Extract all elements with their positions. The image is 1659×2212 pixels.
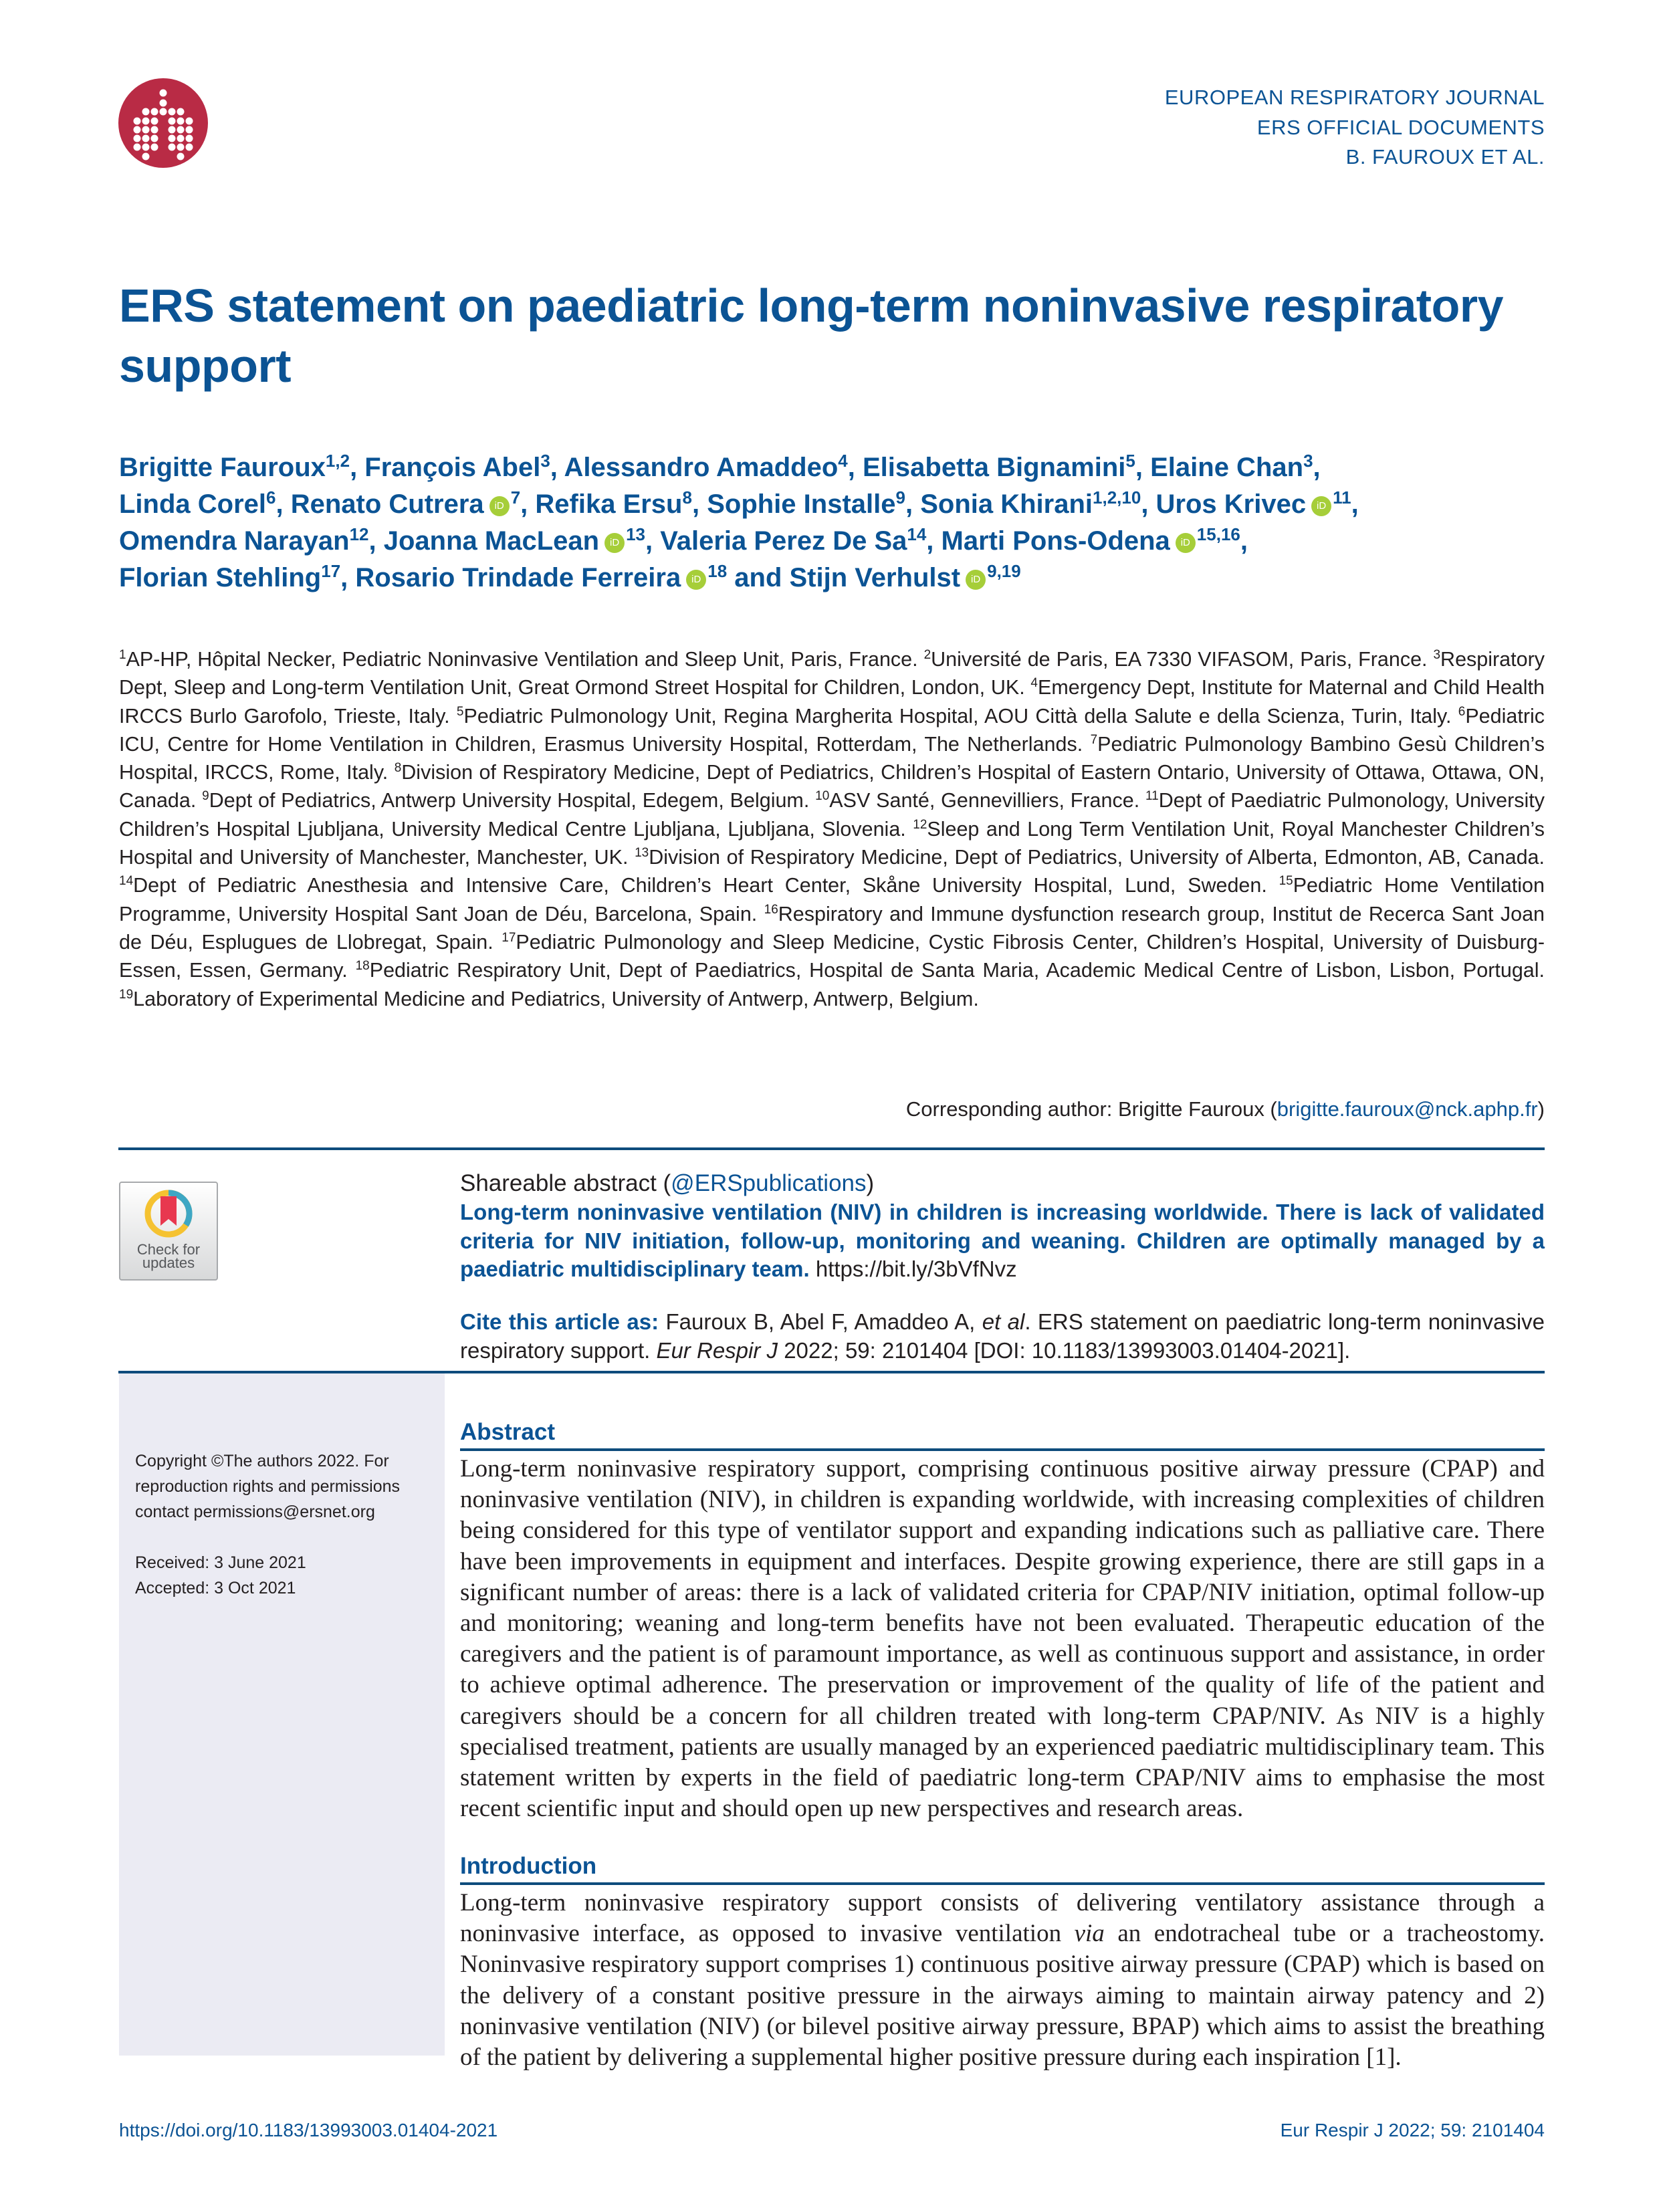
footer-doi-link[interactable]: https://doi.org/10.1183/13993003.01404-2021 bbox=[119, 2120, 498, 2140]
short-link[interactable]: https://bit.ly/3bVfNvz bbox=[815, 1256, 1017, 1281]
author-name: Sophie Installe bbox=[707, 489, 896, 519]
affiliation bbox=[635, 846, 1545, 869]
affiliation-text: Laboratory of Experimental Medicine and Pediatrics, University of Antwerp, Antwerp, Belgium. bbox=[133, 987, 979, 1010]
affiliation-text: Sleep and Long Term Ventilation Unit, Royal Manchester Children’s Hospital and University of Manchester, Manchester, UK. bbox=[119, 817, 1545, 869]
affiliation-number: 9 bbox=[202, 789, 209, 804]
author-name: François Abel bbox=[364, 453, 541, 482]
cite-authors: Fauroux B, Abel F, Amaddeo A, bbox=[665, 1309, 976, 1334]
abstract-text: Long-term noninvasive respiratory support, comprising continuous positive airway pressure (CPAP) and noninvasive ventilation (NIV), in children is expanding worldwide, with increasing complexities of children being considered for this type of ventilator support and expanding indications such as palliative care. There have been improvements in equipment and interfaces. Despite growing experience, there are still gaps in a significant number of areas: there is a lack of validated criteria for CPAP/NIV initiation, optimal follow-up and monitoring; weaning and long-term benefits have not been evaluated. Therapeutic education of the caregivers and the patient is of paramount importance, as well as continuous support and assistance, in order to achieve optimal adherence. The preservation or improvement of the quality of life of the patient and caregivers should be a concern for all children treated with long-term CPAP/NIV. As NIV is a highly specialised treatment, patients are usually managed by an experienced paediatric multidisciplinary team. This statement written by experts in the field of paediatric long-term CPAP/NIV aims to emphasise the most recent scientific input and should open up new perspectives and research areas. bbox=[460, 1455, 1545, 1823]
affiliation-text: Pediatric Pulmonology and Sleep Medicine, Cystic Fibrosis Center, Children’s Hospital, University of Duisburg-Essen, Essen, Germany. bbox=[119, 930, 1545, 982]
affiliation-number: 3 bbox=[1433, 648, 1441, 662]
copyright-note: Copyright ©The authors 2022. For reproduction rights and permissions contact permissions@ersnet.org bbox=[135, 1452, 401, 1521]
corresponding-email-link[interactable]: brigitte.fauroux@nck.aphp.fr bbox=[1277, 1097, 1538, 1121]
author bbox=[564, 453, 848, 482]
author-affiliation-ref: 1,2 bbox=[325, 451, 350, 471]
affiliation-text: Respiratory Dept, Sleep and Long-term Ventilation Unit, Great Ormond Street Hospital for Children, London, UK. bbox=[119, 648, 1545, 699]
orcid-icon[interactable]: iD bbox=[604, 533, 625, 553]
abstract-section bbox=[460, 1418, 1545, 1824]
orcid-icon[interactable]: iD bbox=[1176, 533, 1196, 553]
affiliation-text: Pediatric Home Ventilation Programme, University Hospital Sant Joan de Déu, Barcelona, Spain. bbox=[119, 874, 1545, 925]
author-affiliation-ref: 1,2,10 bbox=[1093, 487, 1141, 508]
abstract-heading: Abstract bbox=[460, 1419, 555, 1445]
author bbox=[119, 563, 340, 592]
author bbox=[384, 526, 645, 556]
author bbox=[119, 526, 369, 556]
affiliation-number: 6 bbox=[1458, 704, 1466, 719]
affiliation-number: 12 bbox=[913, 817, 927, 832]
ers-publications-link[interactable]: @ERSpublications bbox=[671, 1170, 867, 1196]
journal-name: EUROPEAN RESPIRATORY JOURNAL bbox=[1164, 86, 1545, 109]
affiliation-text: Respiratory and Immune dysfunction research group, Institut de Recerca Sant Joan de Déu, Esplugues de Llobregat, Spain. bbox=[119, 902, 1545, 954]
author-affiliation-ref: 4 bbox=[838, 451, 848, 471]
author-name: Alessandro Amaddeo bbox=[564, 453, 839, 482]
orcid-icon[interactable]: iD bbox=[489, 496, 510, 516]
author-affiliation-ref: 13 bbox=[626, 524, 645, 544]
affiliation-number: 14 bbox=[119, 874, 134, 889]
affiliation-number: 16 bbox=[764, 902, 778, 917]
author-affiliation-ref: 11 bbox=[1333, 487, 1351, 508]
bookmark-ring-icon bbox=[142, 1187, 195, 1240]
author bbox=[920, 489, 1141, 519]
orcid-icon[interactable]: iD bbox=[686, 570, 706, 590]
corresponding-author bbox=[906, 1095, 1545, 1123]
abstract-underline bbox=[460, 1448, 1545, 1451]
check-for-updates-button[interactable] bbox=[119, 1182, 218, 1281]
cite-details: 2022; 59: 2101404 [DOI: 10.1183/13993003.01404-2021]. bbox=[784, 1338, 1351, 1363]
affiliation-number: 10 bbox=[815, 789, 830, 804]
lungs-logo-icon bbox=[118, 78, 208, 168]
author bbox=[863, 453, 1135, 482]
corresponding-label: Corresponding author: Brigitte Fauroux ( bbox=[905, 1097, 1277, 1121]
author-affiliation-ref: 6 bbox=[266, 487, 276, 508]
shareable-label: Shareable abstract ( bbox=[460, 1170, 671, 1196]
affiliation-number: 19 bbox=[119, 987, 134, 1002]
journal-header bbox=[1165, 83, 1545, 173]
affiliation-text: Emergency Dept, Institute for Maternal and Child Health IRCCS Burlo Garofolo, Trieste, Italy. bbox=[119, 676, 1545, 728]
affiliation-number: 8 bbox=[394, 761, 402, 776]
cite-title: . ERS statement on paediatric long-term noninvasive respiratory support. bbox=[460, 1309, 1545, 1363]
cite-journal: Eur Respir J bbox=[656, 1338, 778, 1363]
author bbox=[707, 489, 905, 519]
badge-line-1: Check for bbox=[136, 1241, 201, 1258]
shareable-heading bbox=[460, 1169, 1545, 1198]
affiliation-text: Division of Respiratory Medicine, Dept of Pediatrics, University of Alberta, Edmonton, AB, Canada. bbox=[649, 846, 1545, 869]
affiliation-number: 1 bbox=[119, 648, 126, 662]
affiliation-text: Pediatric ICU, Centre for Home Ventilation in Children, Erasmus University Hospital, Rotterdam, The Netherlands. bbox=[119, 704, 1545, 756]
author-name: Valeria Perez De Sa bbox=[660, 526, 907, 556]
author-name: Marti Pons-Odena bbox=[941, 526, 1170, 556]
author-affiliation-ref: 5 bbox=[1125, 451, 1135, 471]
author bbox=[1150, 453, 1313, 482]
intro-italic: via bbox=[1074, 1920, 1105, 1948]
divider-top bbox=[118, 1147, 1545, 1150]
author-list: Brigitte Fauroux$^{1,2}$, François Abel$^3$, Alessandro Amaddeo$^4$, Elisabetta Bignamini$^5$, Elaine Chan$^3$, Linda Corel$^6$, Renato Cutrera iD $^7$, Refika Ersu$^8$, Sophie Installe$^9$, Sonia Khirani$^{1,2,10}$, Uros Krivec iD $^{11}$, Omendra Narayan$^{12}$, Joanna MacLean iD $^{13}$, Valeria Perez De Sa$^{14}$, Marti Pons-Odena iD $^{15,16}$, Florian Stehling$^{17}$, Rosario Trindade Ferreira iD $^{18}$ and Stijn Verhulst iD $^{9,19}$ bbox=[119, 451, 1359, 592]
article-title: ERS statement on paediatric long-term noninvasive respiratory support bbox=[119, 280, 1504, 392]
section-name: ERS OFFICIAL DOCUMENTS bbox=[1256, 115, 1545, 139]
received-date: Received: 3 June 2021 bbox=[135, 1553, 306, 1572]
affiliation-text: Université de Paris, EA 7330 VIFASOM, Paris, France. bbox=[931, 648, 1428, 671]
author bbox=[119, 489, 276, 519]
author-affiliation-ref: 18 bbox=[707, 561, 728, 581]
affiliation-number: 7 bbox=[1090, 732, 1098, 747]
orcid-icon[interactable]: iD bbox=[1311, 496, 1331, 516]
author-name: Joanna MacLean bbox=[383, 526, 600, 556]
author-affiliation-ref: 12 bbox=[349, 524, 369, 544]
author-affiliation-ref: 9 bbox=[895, 487, 905, 508]
shareable-abstract bbox=[460, 1169, 1545, 1284]
affiliation-text: Dept of Paediatric Pulmonology, University Children’s Hospital Ljubljana, University Medical Centre Ljubljana, Ljubljana, Slovenia. bbox=[119, 789, 1545, 841]
author-name: Brigitte Fauroux bbox=[119, 453, 326, 482]
affiliation-number: 13 bbox=[635, 846, 649, 861]
intro-text-part-2: an endotracheal tube or a tracheostomy. Noninvasive respiratory support comprises 1) continuous positive airway pressure (CPAP) which is based on the delivery of a constant positive pressure in the airways aiming to maintain airway patency and 2) noninvasive ventilation (NIV) (or bilevel positive airway pressure, BPAP) which aims to assist the breathing of the patient by delivering a supplemental higher positive pressure during each inspiration [1]. bbox=[460, 1920, 1545, 2072]
affiliation bbox=[815, 789, 1139, 812]
author-affiliation-ref: 3 bbox=[1303, 451, 1313, 471]
author-affiliation-ref: 8 bbox=[682, 487, 692, 508]
affiliation-text: Division of Respiratory Medicine, Dept of Pediatrics, Children’s Hospital of Eastern Ontario, University of Ottawa, Ottawa, ON, Canada. bbox=[119, 761, 1545, 812]
author-name: Elaine Chan bbox=[1150, 453, 1304, 482]
introduction-section bbox=[460, 1852, 1545, 2073]
author-name: Florian Stehling bbox=[119, 563, 322, 592]
affiliation-number: 18 bbox=[355, 959, 370, 974]
affiliation-text: Dept of Pediatrics, Antwerp University Hospital, Edegem, Belgium. bbox=[209, 789, 810, 812]
author-name: Refika Ersu bbox=[535, 489, 683, 519]
running-author: B. FAUROUX ET AL. bbox=[1345, 145, 1545, 169]
affiliation-text: Dept of Pediatric Anesthesia and Intensive Care, Children’s Heart Center, Skåne University Hospital, Lund, Sweden. bbox=[133, 874, 1267, 897]
orcid-icon[interactable]: iD bbox=[966, 570, 986, 590]
footer-citation: Eur Respir J 2022; 59: 2101404 bbox=[1280, 2120, 1545, 2140]
sidebar-text bbox=[135, 1448, 429, 1601]
author bbox=[535, 489, 692, 519]
introduction-text bbox=[460, 1888, 1545, 2073]
affiliations bbox=[119, 645, 1545, 1013]
author-affiliation-ref: 14 bbox=[907, 524, 927, 544]
author-affiliation-ref: 17 bbox=[321, 561, 341, 581]
author-name: Linda Corel bbox=[119, 489, 267, 519]
affiliation bbox=[924, 648, 1428, 671]
cite-etal: et al bbox=[982, 1309, 1025, 1334]
ers-logo bbox=[118, 78, 208, 168]
shareable-label-close: ) bbox=[866, 1170, 875, 1196]
author bbox=[364, 453, 550, 482]
affiliation-number: 2 bbox=[923, 648, 931, 662]
intro-text-part-1: Long-term noninvasive respiratory support consists of delivering ventilatory assistance through a noninvasive interface, as opposed to invasive ventilation bbox=[460, 1889, 1545, 1948]
author bbox=[291, 489, 520, 519]
introduction-underline bbox=[460, 1882, 1545, 1885]
affiliation bbox=[119, 874, 1267, 897]
author-name: Sonia Khirani bbox=[920, 489, 1093, 519]
affiliation-number: 4 bbox=[1030, 676, 1038, 691]
affiliation bbox=[457, 705, 1452, 728]
introduction-heading: Introduction bbox=[460, 1853, 597, 1879]
citation-block bbox=[460, 1307, 1545, 1365]
affiliation-text: Pediatric Pulmonology Unit, Regina Margherita Hospital, AOU Città della Salute e della Scienza, Turin, Italy. bbox=[463, 704, 1452, 728]
author bbox=[355, 563, 727, 592]
affiliation bbox=[119, 648, 918, 671]
author-name: Rosario Trindade Ferreira bbox=[355, 563, 681, 592]
accepted-date: Accepted: 3 Oct 2021 bbox=[135, 1579, 296, 1597]
author-affiliation-ref: 3 bbox=[540, 451, 550, 471]
affiliation-number: 5 bbox=[456, 704, 464, 719]
author-name: Renato Cutrera bbox=[290, 489, 484, 519]
affiliation bbox=[356, 959, 1545, 982]
badge-line-2: updates bbox=[142, 1254, 195, 1271]
author bbox=[119, 453, 350, 482]
author-name: Uros Krivec bbox=[1155, 489, 1307, 519]
affiliation-text: AP-HP, Hôpital Necker, Pediatric Noninvasive Ventilation and Sleep Unit, Paris, France. bbox=[126, 648, 918, 671]
author-affiliation-ref: 15,16 bbox=[1196, 524, 1240, 544]
corresponding-close: ) bbox=[1537, 1097, 1545, 1121]
affiliation-number: 11 bbox=[1145, 789, 1159, 804]
author bbox=[1156, 489, 1351, 519]
shareable-text: Long-term noninvasive ventilation (NIV) in children is increasing worldwide. There is lack of validated criteria for NIV initiation, follow-up, monitoring and weaning. Children are optimally managed by a paediatric multidisciplinary team. bbox=[460, 1200, 1545, 1281]
affiliation bbox=[202, 789, 809, 812]
affiliation-text: ASV Santé, Gennevilliers, France. bbox=[829, 789, 1140, 812]
affiliation bbox=[119, 988, 979, 1010]
author-affiliation-ref: 7 bbox=[510, 487, 521, 508]
cite-label: Cite this article as: bbox=[460, 1309, 659, 1334]
affiliation-text: Pediatric Pulmonology Bambino Gesù Children’s Hospital, IRCCS, Rome, Italy. bbox=[119, 732, 1545, 784]
author-name: Elisabetta Bignamini bbox=[862, 453, 1126, 482]
author-name: Omendra Narayan bbox=[119, 526, 350, 556]
affiliation-number: 15 bbox=[1279, 874, 1293, 889]
author bbox=[942, 526, 1240, 556]
author bbox=[660, 526, 926, 556]
affiliation-number: 17 bbox=[502, 930, 516, 945]
shareable-text-block bbox=[460, 1198, 1545, 1284]
affiliation-text: Pediatric Respiratory Unit, Dept of Paediatrics, Hospital de Santa Maria, Academic Medical Centre of Lisbon, Lisbon, Portugal. bbox=[369, 959, 1545, 982]
author bbox=[790, 563, 1021, 592]
author-name: Stijn Verhulst bbox=[789, 563, 961, 592]
author-affiliation-ref: 9,19 bbox=[987, 561, 1021, 581]
